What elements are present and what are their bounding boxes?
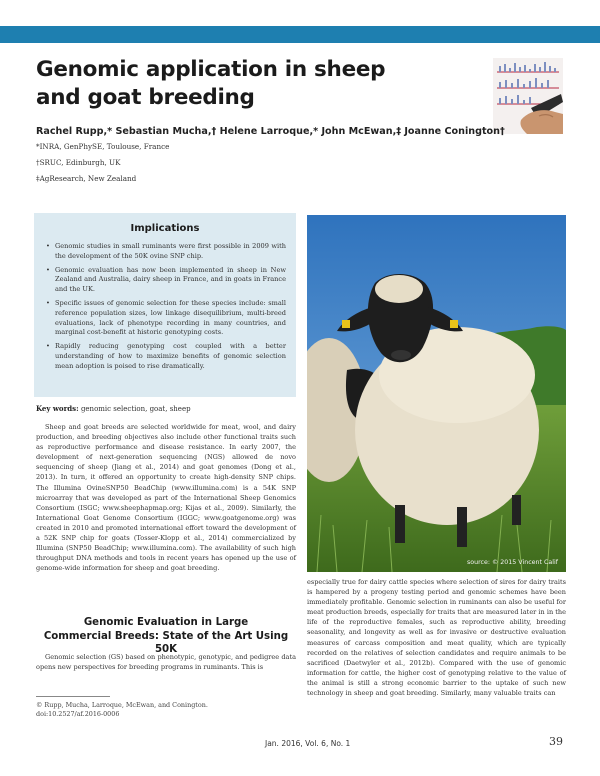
bullet-icon: • bbox=[46, 342, 50, 351]
implication-text: Genomic studies in small ruminants were first possible in 2009 with the development of the 50K ovine SNP chip. bbox=[55, 242, 286, 260]
implication-text: Genomic evaluation has now been implemented in sheep in New Zealand and Australia, dairy sheep in France, and in goats in France and the UK. bbox=[55, 265, 286, 294]
implication-item bbox=[46, 242, 286, 262]
keywords-label: Key words: bbox=[36, 404, 79, 413]
author-list: Rachel Rupp,* Sebastian Mucha,† Helene Larroque,* John McEwan,‡ Joanne Conington† bbox=[36, 126, 505, 137]
title-line-1: Genomic application in sheep bbox=[36, 57, 386, 82]
body-right-column: especially true for dairy cattle species where selection of sires for dairy traits is hampered by a progeny testing period and genomic schemes have been immediately profitable. Genomic selection in ruminants can also be useful for meat production breeds, especially for traits that are measured later in in the life of the reproductive females, such as reproductive ability, breeding seasonality, and longevity as well as for invasive or destructive evaluation measures of carcass composition and meat quality, which are typically recorded on the relatives of selection candidates and require animals to be sacrificed (Daetwyler et al., 2012b). Compared with the use of genomic information for cattle, the higher cost of genotyping relative to the value of the animal is still a strong economic barrier to the uptake of such new technology in sheep and goat breeding. Similarly, many valuable traits can bbox=[307, 578, 566, 698]
implications-title: Implications bbox=[130, 223, 200, 234]
article-title bbox=[36, 56, 456, 112]
implications-list bbox=[34, 242, 296, 372]
dna-sequencing-thumbnail bbox=[493, 58, 563, 134]
header-accent-bar bbox=[0, 26, 600, 43]
implication-text: Specific issues of genomic selection for these species include: small reference population sizes, low linkage disequilibrium, multi-breed evaluations, lack of phenotype recording in many countries, and marginal cost-benefit at historic genotyping costs. bbox=[55, 298, 286, 337]
bullet-icon: • bbox=[46, 298, 50, 307]
implication-text: Rapidly reducing genotyping cost coupled with a better understanding of how to maximize benefits of genomic selection mean adoption is poised to rise dramatically. bbox=[55, 342, 286, 370]
journal-issue: Jan. 2016, Vol. 6, No. 1 bbox=[265, 739, 351, 748]
affiliation-sruc: †SRUC, Edinburgh, UK bbox=[36, 158, 121, 167]
bullet-icon: • bbox=[46, 265, 50, 274]
keywords-text: genomic selection, goat, sheep bbox=[80, 405, 191, 413]
affiliation-agresearch: ‡AgResearch, New Zealand bbox=[36, 174, 137, 183]
sheep-illustration bbox=[307, 215, 566, 572]
doi: doi:10.2527/af.2016-0006 bbox=[36, 710, 120, 719]
title-line-2: and goat breeding bbox=[36, 85, 255, 110]
affiliation-inra: *INRA, GenPhySE, Toulouse, France bbox=[36, 142, 170, 151]
implications-box bbox=[34, 213, 296, 397]
bullet-icon: • bbox=[46, 242, 50, 250]
implication-item bbox=[46, 342, 286, 371]
page-number: 39 bbox=[549, 735, 563, 748]
section-heading bbox=[36, 616, 296, 657]
keywords bbox=[36, 404, 296, 413]
photo-credit: source: © 2015 Vincent Calif bbox=[466, 559, 558, 566]
section-heading-line-2: Commercial Breeds: State of the Art Using 50K bbox=[43, 630, 289, 655]
footnote bbox=[36, 701, 296, 719]
body-paragraph-1: Sheep and goat breeds are selected worldwide for meat, wool, and dairy production, and breeding objectives also include other functional traits such as reproductive performance and disease resistance. In early 2007, the development of next-generation sequencing (NGS) allowed de novo sequencing of sheep (Jiang et al., 2014) and goat genomes (Dong et al., 2013). In turn, it offered an opportunity to create high-density SNP chips. The Illumina OvineSNP50 BeadChip (www.illumina.com) is a 54K SNP microarray that was developed as part of the International Sheep Genomics Consortium (ISGC; www.sheephapmap.org; Kijas et al., 2009). Similarly, the International Goat Genome Consortium (IGGC; www.goatgenome.org) was created in 2010 and promoted international effort toward the development of a 52K SNP chip for goats (Tosser-Klopp et al., 2014) commercialized by Illumina (SNP50 BeadChip; www.illumina.com). The availability of such high throughput DNA methods and tools in recent years has opened up the use of genome-wide information for sheep and goat breeding. bbox=[36, 423, 296, 573]
copyright-notice: © Rupp, Mucha, Larroque, McEwan, and Conington. bbox=[36, 701, 208, 709]
footnote-divider bbox=[36, 696, 110, 697]
implication-item bbox=[46, 299, 286, 338]
body-paragraph-2: Genomic selection (GS) based on phenotypic, genotypic, and pedigree data opens new perspectives for breeding programs in ruminants. This is bbox=[36, 653, 296, 672]
sheep-photo bbox=[307, 215, 566, 572]
implication-item bbox=[46, 266, 286, 295]
section-heading-line-1: Genomic Evaluation in Large bbox=[83, 617, 249, 628]
